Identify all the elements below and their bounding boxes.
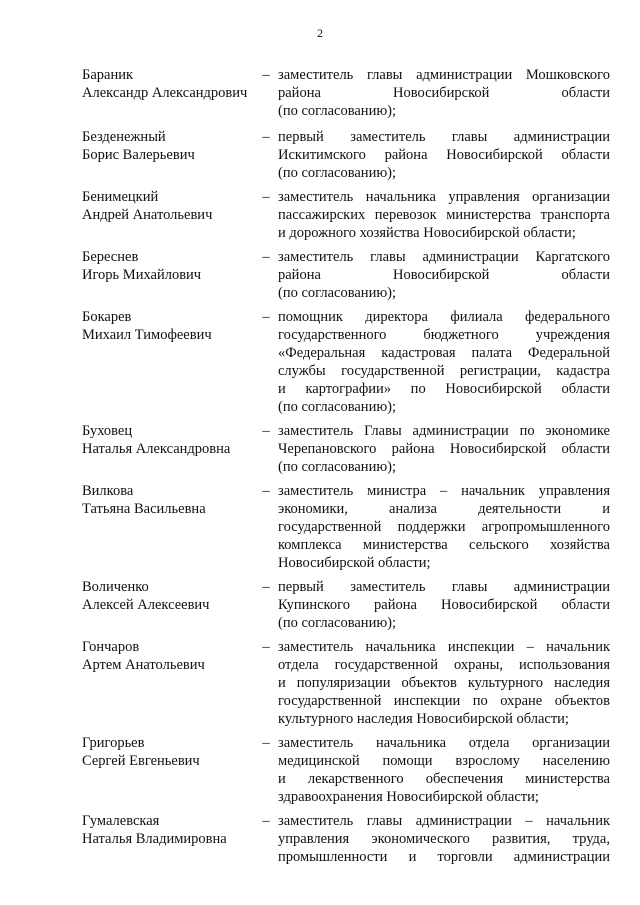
role-line: (по согласованию); (278, 103, 397, 119)
separator-dash: – (262, 189, 270, 205)
role-line: заместитель начальника отдела организации (278, 735, 610, 751)
list-item (82, 188, 610, 242)
role-line: Искитимского района Новосибирской области (278, 147, 610, 163)
role-line: (по согласованию); (278, 165, 397, 181)
member-surname: Бенимецкий (82, 189, 159, 205)
member-given-names: Андрей Анатольевич (82, 207, 213, 223)
member-given-names: Наталья Александровна (82, 441, 231, 457)
separator-dash: – (262, 579, 270, 595)
role-line: (по согласованию); (278, 615, 397, 631)
member-role (278, 812, 610, 866)
role-line: Новосибирской области; (278, 555, 431, 571)
list-item (82, 128, 610, 182)
member-name (82, 638, 254, 674)
role-line: (по согласованию); (278, 285, 397, 301)
role-line: (по согласованию); (278, 399, 397, 415)
list-item (82, 66, 610, 120)
role-line: Черепановского района Новосибирской области (278, 441, 610, 457)
role-line: первый заместитель главы администрации (278, 129, 610, 145)
role-line: «Федеральная кадастровая палата Федеральной (278, 345, 610, 361)
role-line: заместитель главы администрации – начальник (278, 813, 610, 829)
list-item (82, 248, 610, 302)
role-line: района Новосибирской области (278, 267, 610, 283)
list-item (82, 422, 610, 476)
role-line: (по согласованию); (278, 459, 397, 475)
member-role (278, 638, 610, 728)
role-line: экономики, анализа деятельности и (278, 501, 610, 517)
role-line: государственной поддержки агропромышленного (278, 519, 610, 535)
role-line: службы государственной регистрации, кадастра (278, 363, 610, 379)
role-line: пассажирских перевозок министерства транспорта (278, 207, 610, 223)
role-line: управления экономического развития, труда, (278, 831, 610, 847)
member-given-names: Артем Анатольевич (82, 657, 205, 673)
separator-dash: – (262, 129, 270, 145)
role-line: заместитель начальника управления организации (278, 189, 610, 205)
member-surname: Вилкова (82, 483, 134, 499)
member-surname: Буховец (82, 423, 133, 439)
role-line: государственного бюджетного учреждения (278, 327, 610, 343)
member-given-names: Игорь Михайлович (82, 267, 202, 283)
separator-dash: – (262, 735, 270, 751)
member-surname: Бараник (82, 67, 134, 83)
separator-dash: – (262, 483, 270, 499)
member-given-names: Борис Валерьевич (82, 147, 195, 163)
separator-dash: – (262, 423, 270, 439)
role-line: государственной инспекции по охране объектов (278, 693, 610, 709)
role-line: и картографии» по Новосибирской области (278, 381, 610, 397)
role-line: и популяризации объектов культурного наследия (278, 675, 610, 691)
member-surname: Бокарев (82, 309, 132, 325)
member-given-names: Михаил Тимофеевич (82, 327, 212, 343)
list-item (82, 578, 610, 632)
member-surname: Воличенко (82, 579, 149, 595)
role-line: промышленности и торговли администрации (278, 849, 610, 865)
member-role (278, 734, 610, 806)
member-role (278, 128, 610, 182)
member-name (82, 734, 254, 770)
role-line: и лекарственного обеспечения министерства (278, 771, 610, 787)
role-line: заместитель главы администрации Каргатского (278, 249, 610, 265)
member-name (82, 308, 254, 344)
role-line: медицинской помощи взрослому населению (278, 753, 610, 769)
list-item (82, 734, 610, 806)
member-surname: Береснев (82, 249, 139, 265)
role-line: заместитель начальника инспекции – начальник (278, 639, 610, 655)
role-line: района Новосибирской области (278, 85, 610, 101)
member-given-names: Татьяна Васильевна (82, 501, 206, 517)
member-name (82, 578, 254, 614)
list-item (82, 638, 610, 728)
role-line: комплекса министерства сельского хозяйства (278, 537, 610, 553)
list-item (82, 482, 610, 572)
separator-dash: – (262, 639, 270, 655)
member-surname: Гончаров (82, 639, 140, 655)
separator-dash: – (262, 813, 270, 829)
separator-dash: – (262, 249, 270, 265)
member-name (82, 188, 254, 224)
list-item (82, 812, 610, 866)
role-line: Купинского района Новосибирской области (278, 597, 610, 613)
member-given-names: Александр Александрович (82, 85, 248, 101)
role-line: заместитель главы администрации Мошковского (278, 67, 610, 83)
role-line: отдела государственной охраны, использования (278, 657, 610, 673)
role-line: культурного наследия Новосибирской области; (278, 711, 569, 727)
member-given-names: Сергей Евгеньевич (82, 753, 200, 769)
role-line: заместитель Главы администрации по экономике (278, 423, 610, 439)
page-number: 2 (317, 26, 323, 40)
role-line: и дорожного хозяйства Новосибирской области; (278, 225, 576, 241)
member-list (82, 66, 610, 866)
member-name (82, 66, 254, 102)
member-surname: Гумалевская (82, 813, 160, 829)
member-role (278, 188, 610, 242)
member-role (278, 66, 610, 120)
member-given-names: Наталья Владимировна (82, 831, 227, 847)
member-surname: Григорьев (82, 735, 145, 751)
member-name (82, 128, 254, 164)
member-role (278, 308, 610, 416)
member-name (82, 422, 254, 458)
member-role (278, 482, 610, 572)
role-line: заместитель министра – начальник управления (278, 483, 610, 499)
member-name (82, 812, 254, 848)
role-line: первый заместитель главы администрации (278, 579, 610, 595)
role-line: помощник директора филиала федерального (278, 309, 610, 325)
member-role (278, 248, 610, 302)
separator-dash: – (262, 67, 270, 83)
member-given-names: Алексей Алексеевич (82, 597, 210, 613)
member-role (278, 578, 610, 632)
separator-dash: – (262, 309, 270, 325)
member-name (82, 482, 254, 518)
member-name (82, 248, 254, 284)
member-role (278, 422, 610, 476)
member-surname: Безденежный (82, 129, 166, 145)
list-item (82, 308, 610, 416)
role-line: здравоохранения Новосибирской области; (278, 789, 539, 805)
